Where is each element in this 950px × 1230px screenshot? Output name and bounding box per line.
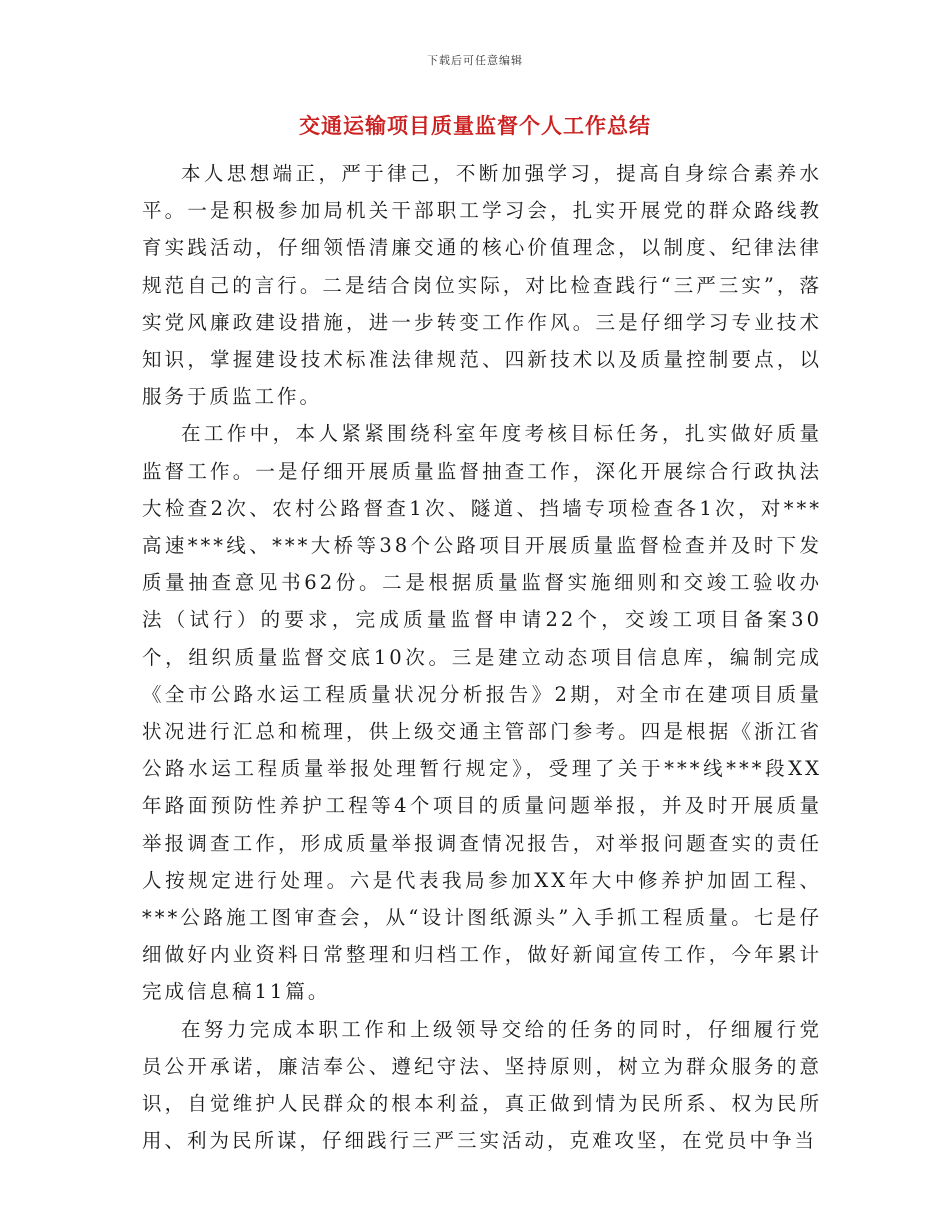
header-note: 下载后可任意编辑 bbox=[427, 54, 523, 67]
document-body bbox=[142, 155, 822, 1159]
document-title: 交通运输项目质量监督个人工作总结 bbox=[299, 113, 651, 138]
paragraph-3: 在努力完成本职工作和上级领导交给的任务的同时，仔细履行党员公开承诺，廉洁奉公、遵纪守法、坚持原则，树立为群众服务的意识，自觉维护人民群众的根本利益，真正做到情为民所系、权为民所用、利为民所谋，仔细践行三严三实活动，克难攻坚，在党员中争当 bbox=[142, 1017, 822, 1153]
paragraph-2: 在工作中，本人紧紧围绕科室年度考核目标任务，扎实做好质量监督工作。一是仔细开展质量监督抽查工作，深化开展综合行政执法大检查2次、农村公路督查1次、隧道、挡墙专项检查各1次，对***高速***线、***大桥等38个公路项目开展质量监督检查并及时下发质量抽查意见书62份。二是根据质量监督实施细则和交竣工验收办法（试行）的要求，完成质量监督申请22个，交竣工项目备案30个，组织质量监督交底10次。三是建立动态项目信息库，编制完成《全市公路水运工程质量状况分析报告》2期，对全市在建项目质量状况进行汇总和梳理，供上级交通主管部门参考。四是根据《浙江省公路水运工程质量举报处理暂行规定》，受理了关于***线***段XX年路面预防性养护工程等4个项目的质量问题举报，并及时开展质量举报调查工作，形成质量举报调查情况报告，对举报问题查实的责任人按规定进行处理。六是代表我局参加XX年大中修养护加固工程、***公路施工图审查会，从“设计图纸源头”入手抓工程质量。七是仔细做好内业资料日常整理和归档工作，做好新闻宣传工作，今年累计完成信息稿11篇。 bbox=[142, 422, 822, 1004]
paragraph-1: 本人思想端正，严于律己，不断加强学习，提高自身综合素养水平。一是积极参加局机关干部职工学习会，扎实开展党的群众路线教育实践活动，仔细领悟清廉交通的核心价值理念，以制度、纪律法律规范自己的言行。二是结合岗位实际，对比检查践行“三严三实”，落实党风廉政建设措施，进一步转变工作作风。三是仔细学习专业技术知识，掌握建设技术标准法律规范、四新技术以及质量控制要点，以服务于质监工作。 bbox=[142, 162, 822, 409]
